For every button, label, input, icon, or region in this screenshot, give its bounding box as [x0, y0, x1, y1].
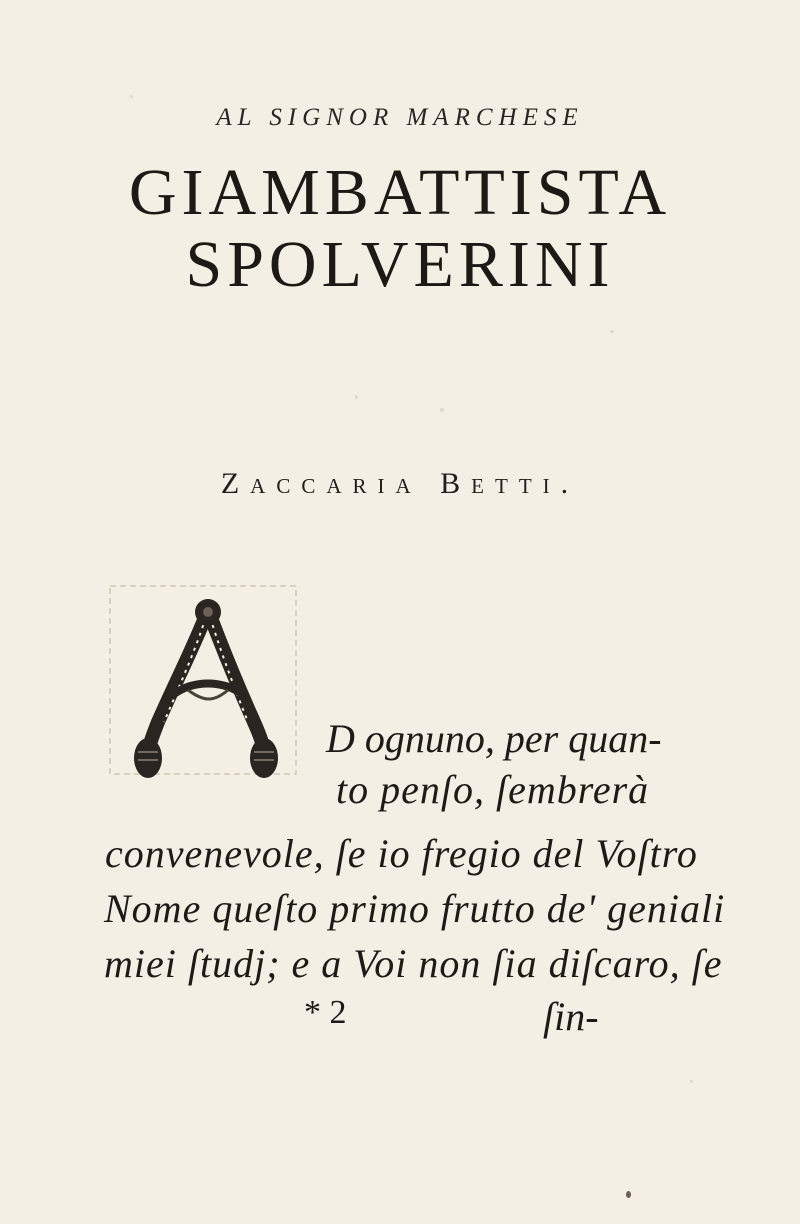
paper-speck	[355, 395, 358, 399]
body-line-4: Nome queſto primo frutto de' geniali	[104, 886, 726, 931]
signature-mark: * 2	[304, 994, 347, 1031]
dedication-line: AL SIGNOR MARCHESE	[216, 104, 584, 131]
author-name: Zaccaria Betti.	[220, 467, 580, 500]
body-line-3: convenevole, ſe io fregio del Voſtro	[105, 831, 698, 876]
recipient-surname: SPOLVERINI	[185, 228, 615, 301]
body-line-5: miei ſtudj; e a Voi non ſia diſcaro, ſe	[104, 941, 723, 986]
paper-speck	[440, 408, 444, 412]
paper-speck	[690, 1080, 693, 1083]
decorated-initial-a-icon	[108, 582, 300, 778]
ink-dot	[626, 1191, 631, 1198]
body-line-2: to penſo, ſembrerà	[336, 767, 650, 812]
paper-speck	[130, 95, 133, 98]
paper-speck	[610, 330, 614, 333]
catchword: ſin-	[543, 994, 599, 1039]
recipient-first-name: GIAMBATTISTA	[128, 156, 672, 229]
body-line-1: D ognuno, per quan-	[326, 716, 662, 761]
